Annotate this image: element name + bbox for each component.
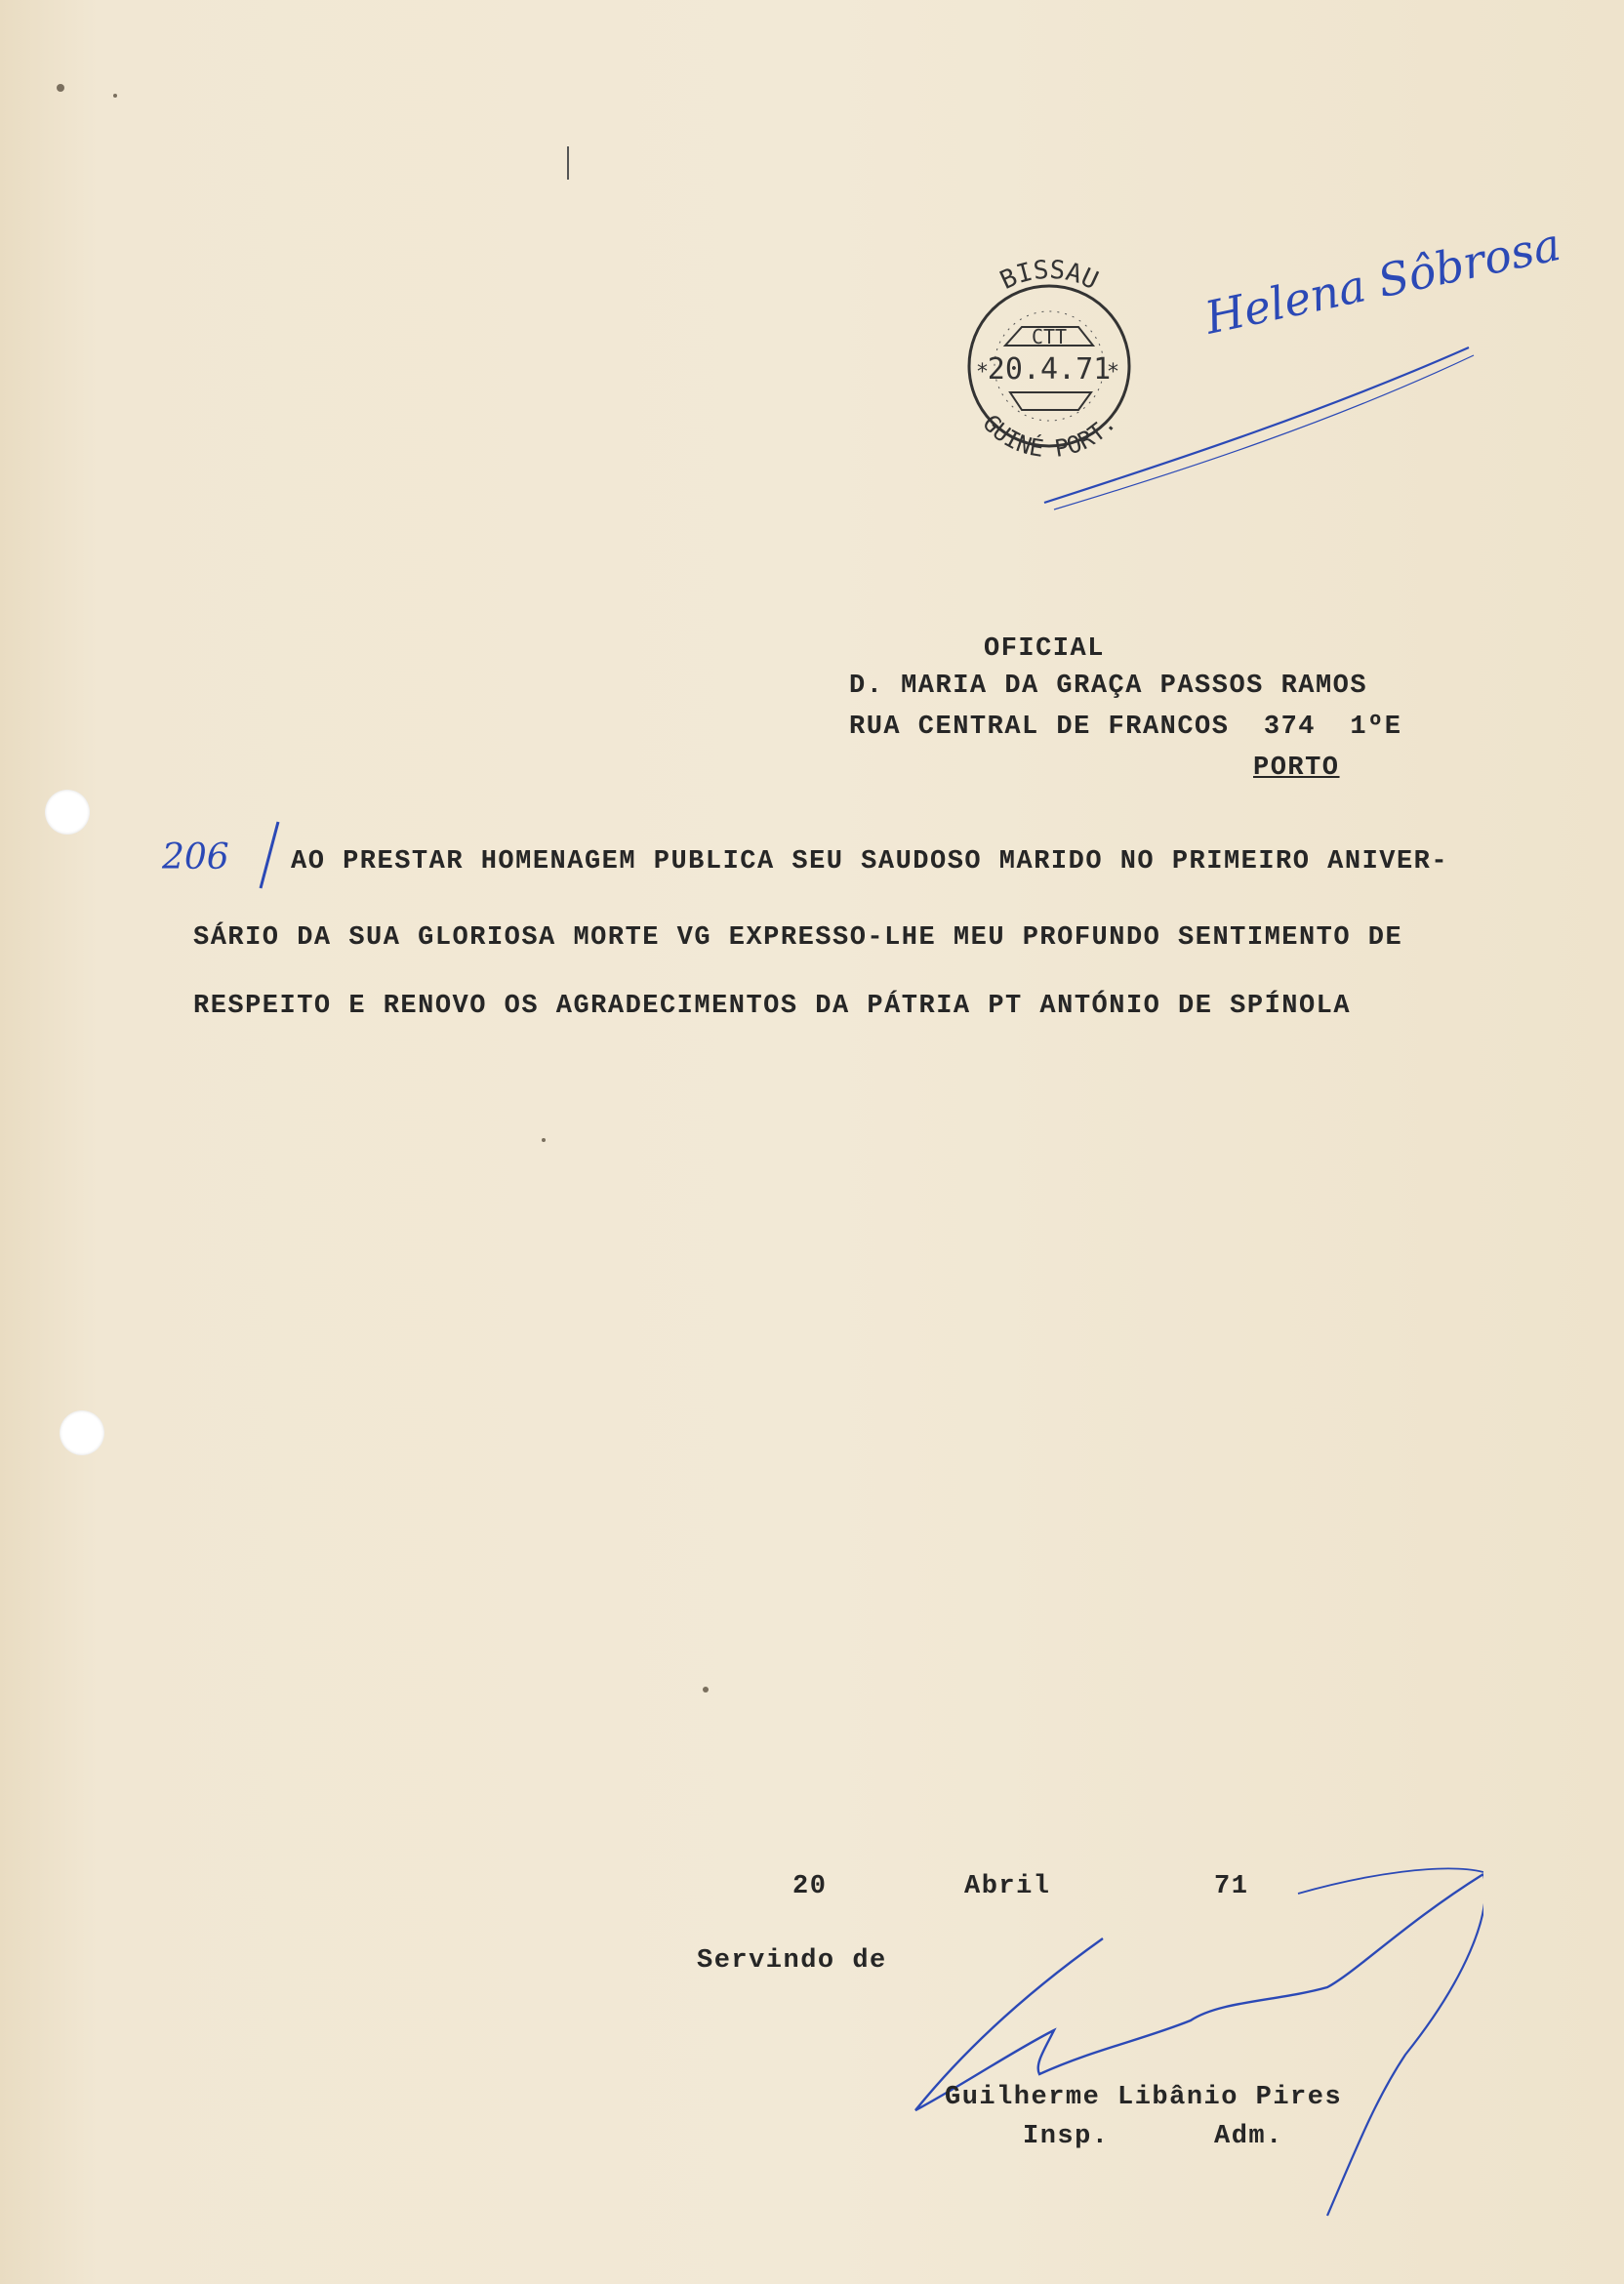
message-line-2: SÁRIO DA SUA GLORIOSA MORTE VG EXPRESSO-LHE MEU PROFUNDO SENTIMENTO DE xyxy=(193,923,1403,953)
punch-hole-top xyxy=(45,790,90,835)
postmark-date: 20.4.71 xyxy=(987,352,1112,387)
svg-text:*: * xyxy=(1108,360,1118,385)
paper-speck xyxy=(542,1138,546,1142)
recipient-street: RUA CENTRAL DE FRANCOS 374 1ºE xyxy=(849,713,1402,742)
signatory-name: Guilherme Libânio Pires xyxy=(945,2083,1343,2112)
bottom-signature xyxy=(898,1855,1483,2264)
signatory-title-adm: Adm. xyxy=(1214,2122,1283,2151)
paper-speck xyxy=(57,84,64,92)
message-line-1: AO PRESTAR HOMENAGEM PUBLICA SEU SAUDOSO MARIDO NO PRIMEIRO ANIVER- xyxy=(291,847,1449,877)
punch-hole-bottom xyxy=(60,1410,104,1455)
date-month: Abril xyxy=(964,1872,1051,1901)
serving-label: Servindo de xyxy=(697,1946,887,1976)
message-line-3: RESPEITO E RENOVO OS AGRADECIMENTOS DA PÁTRIA PT ANTÓNIO DE SPÍNOLA xyxy=(193,992,1352,1021)
postmark-center-text: CTT xyxy=(1031,325,1068,348)
recipient-name: D. MARIA DA GRAÇA PASSOS RAMOS xyxy=(849,672,1368,701)
recipient-city: PORTO xyxy=(1253,754,1340,783)
handwritten-top-signature: Helena Sôbrosa xyxy=(1200,218,1565,345)
signature-underline xyxy=(1035,342,1483,537)
date-day: 20 xyxy=(792,1872,828,1901)
paper-speck xyxy=(703,1687,709,1693)
date-year: 71 xyxy=(1214,1872,1249,1901)
postmark-bottom-text: GUINÉ PORT. xyxy=(977,409,1121,463)
address-type: OFICIAL xyxy=(984,634,1105,664)
handwritten-margin-number: 206 xyxy=(162,837,229,877)
margin-slash xyxy=(249,818,288,896)
paper-mark xyxy=(567,146,569,180)
svg-text:*: * xyxy=(977,360,988,385)
postmark-top-text: BISSAU xyxy=(995,255,1103,297)
signatory-title-insp: Insp. xyxy=(1023,2122,1110,2151)
paper-speck xyxy=(113,94,117,98)
